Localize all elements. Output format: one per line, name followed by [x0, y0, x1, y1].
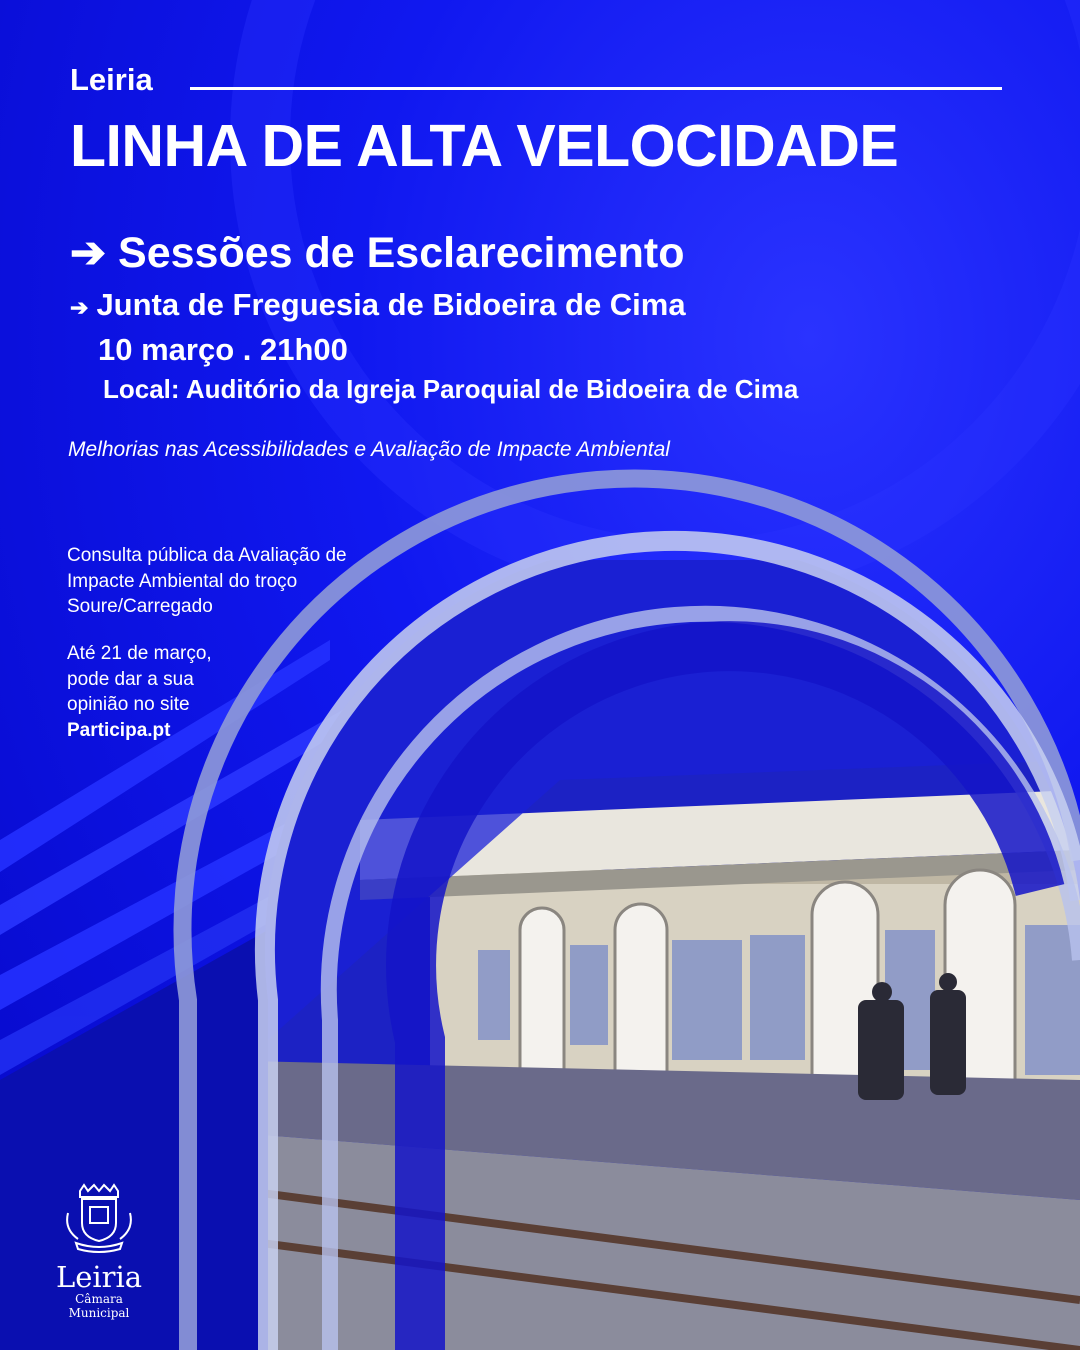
deadline-line: Até 21 de março,: [67, 643, 212, 664]
logo-subtitle: Câmara Municipal: [68, 1292, 130, 1320]
session-datetime: 10 março . 21h00: [98, 332, 348, 367]
leiria-logo: [44, 1183, 154, 1320]
consultation-line: Impacte Ambiental do troço: [67, 570, 298, 592]
participa-link[interactable]: Participa.pt: [67, 719, 171, 741]
deadline-line: pode dar a sua: [67, 668, 194, 690]
page-title: LINHA DE ALTA VELOCIDADE: [70, 113, 899, 179]
city-label: Leiria: [70, 62, 153, 97]
header-rule: [190, 87, 1002, 90]
session-location: Local: Auditório da Igreja Paroquial de Bidoeira de Cima: [103, 374, 799, 404]
session-venue: [70, 287, 686, 323]
session-topic: Melhorias nas Acessibilidades e Avaliação de Impacte Ambiental: [68, 438, 670, 461]
consultation-line: Consulta pública da Avaliação de: [67, 545, 347, 566]
consultation-text: [67, 543, 347, 620]
deadline-line: opinião no site: [67, 694, 190, 715]
deadline-text: [67, 641, 212, 743]
consultation-line: Soure/Carregado: [67, 596, 213, 617]
arrow-right-small-icon: ➔: [70, 295, 89, 320]
arrow-right-icon: ➔: [70, 229, 107, 277]
session-heading-text: Sessões de Esclarecimento: [118, 229, 685, 277]
logo-name: Leiria: [55, 1260, 143, 1294]
crest-icon: [60, 1183, 138, 1253]
session-venue-text: Junta de Freguesia de Bidoeira de Cima: [96, 287, 686, 322]
session-heading: [70, 228, 685, 278]
